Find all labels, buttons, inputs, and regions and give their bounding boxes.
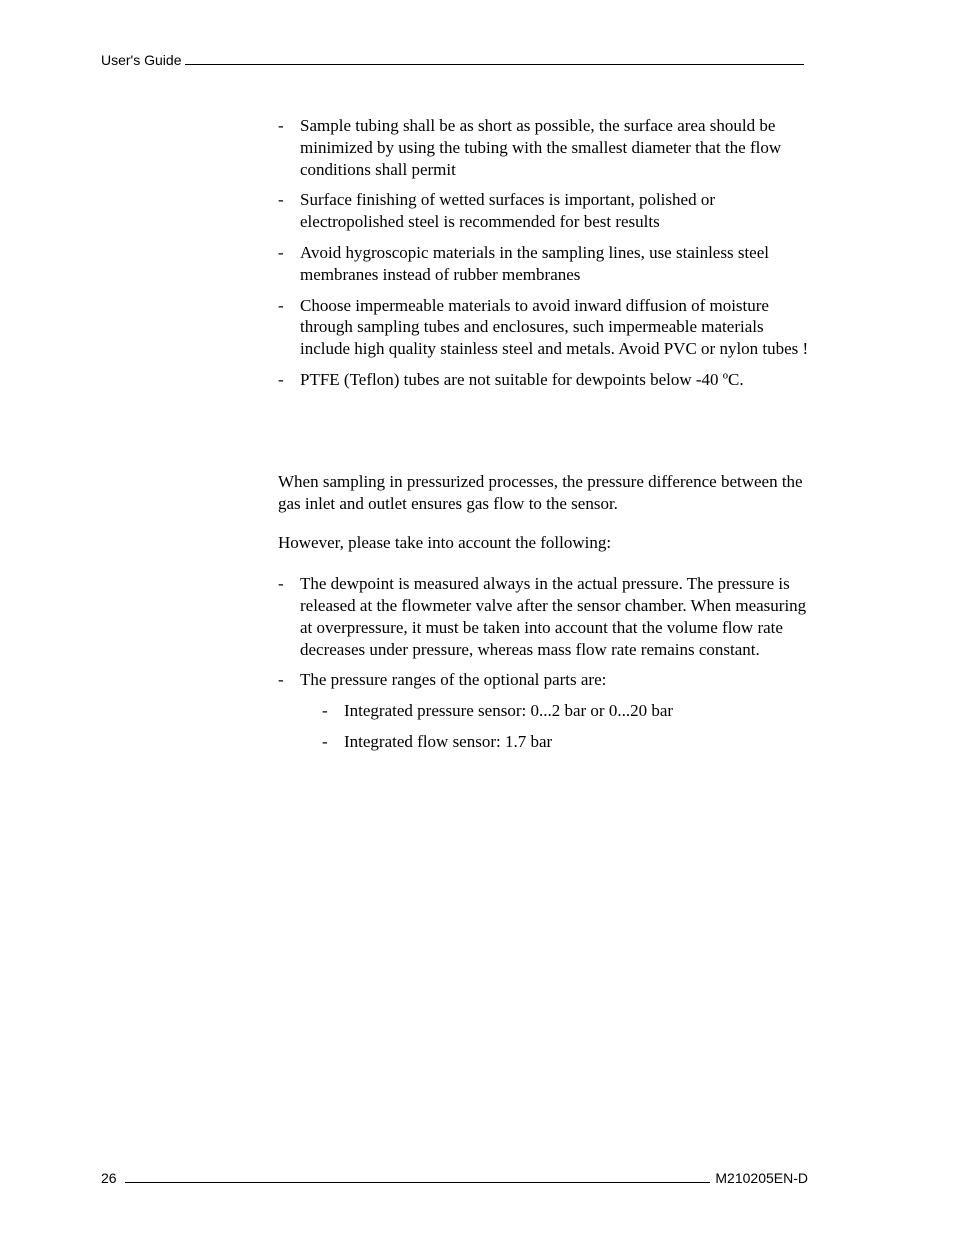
page-content bbox=[278, 115, 813, 762]
header-title: User's Guide bbox=[101, 52, 182, 68]
footer-rule bbox=[125, 1181, 711, 1183]
tubing-list bbox=[278, 115, 813, 391]
list-item: - Sample tubing shall be as short as possible, the surface area should be minimized by using the tubing with the smallest diameter that the flow conditions shall permit bbox=[278, 115, 813, 180]
pressure-sub-list bbox=[322, 700, 813, 753]
page-header bbox=[101, 48, 804, 68]
list-item: - Surface finishing of wetted surfaces is important, polished or electropolished steel is recommended for best results bbox=[278, 189, 813, 233]
list-item: - The dewpoint is measured always in the actual pressure. The pressure is released at the flowmeter valve after the sensor chamber. When measuring at overpressure, it must be taken into account that the volume flow rate decreases under pressure, whereas mass flow rate remains constant. bbox=[278, 573, 813, 660]
list-item bbox=[278, 669, 813, 752]
pressurized-intro: When sampling in pressurized processes, the pressure difference between the gas inlet and outlet ensures gas flow to the sensor. bbox=[278, 471, 803, 513]
list-item: - Avoid hygroscopic materials in the sampling lines, use stainless steel membranes instead of rubber membranes bbox=[278, 242, 813, 286]
section-gap bbox=[278, 400, 813, 471]
list-item: - PTFE (Teflon) tubes are not suitable for dewpoints below -40 ºC. bbox=[278, 369, 813, 391]
list-item-text: The pressure ranges of the optional parts are: bbox=[300, 670, 607, 690]
page-number: 26 bbox=[101, 1170, 117, 1186]
document-id: M210205EN-D bbox=[715, 1170, 808, 1186]
pressurized-note: However, please take into account the following: bbox=[278, 533, 612, 553]
header-rule bbox=[185, 63, 804, 65]
page-footer bbox=[101, 1166, 808, 1186]
list-item: - Choose impermeable materials to avoid inward diffusion of moisture through sampling tubes and enclosures, such impermeable materials include high quality stainless steel and metals. Avoid PVC or nylon tubes ! bbox=[278, 295, 813, 360]
pressure-list bbox=[278, 573, 813, 753]
list-item: - Integrated flow sensor: 1.7 bar bbox=[322, 731, 813, 753]
list-item: - Integrated pressure sensor: 0...2 bar or 0...20 bar bbox=[322, 700, 813, 722]
